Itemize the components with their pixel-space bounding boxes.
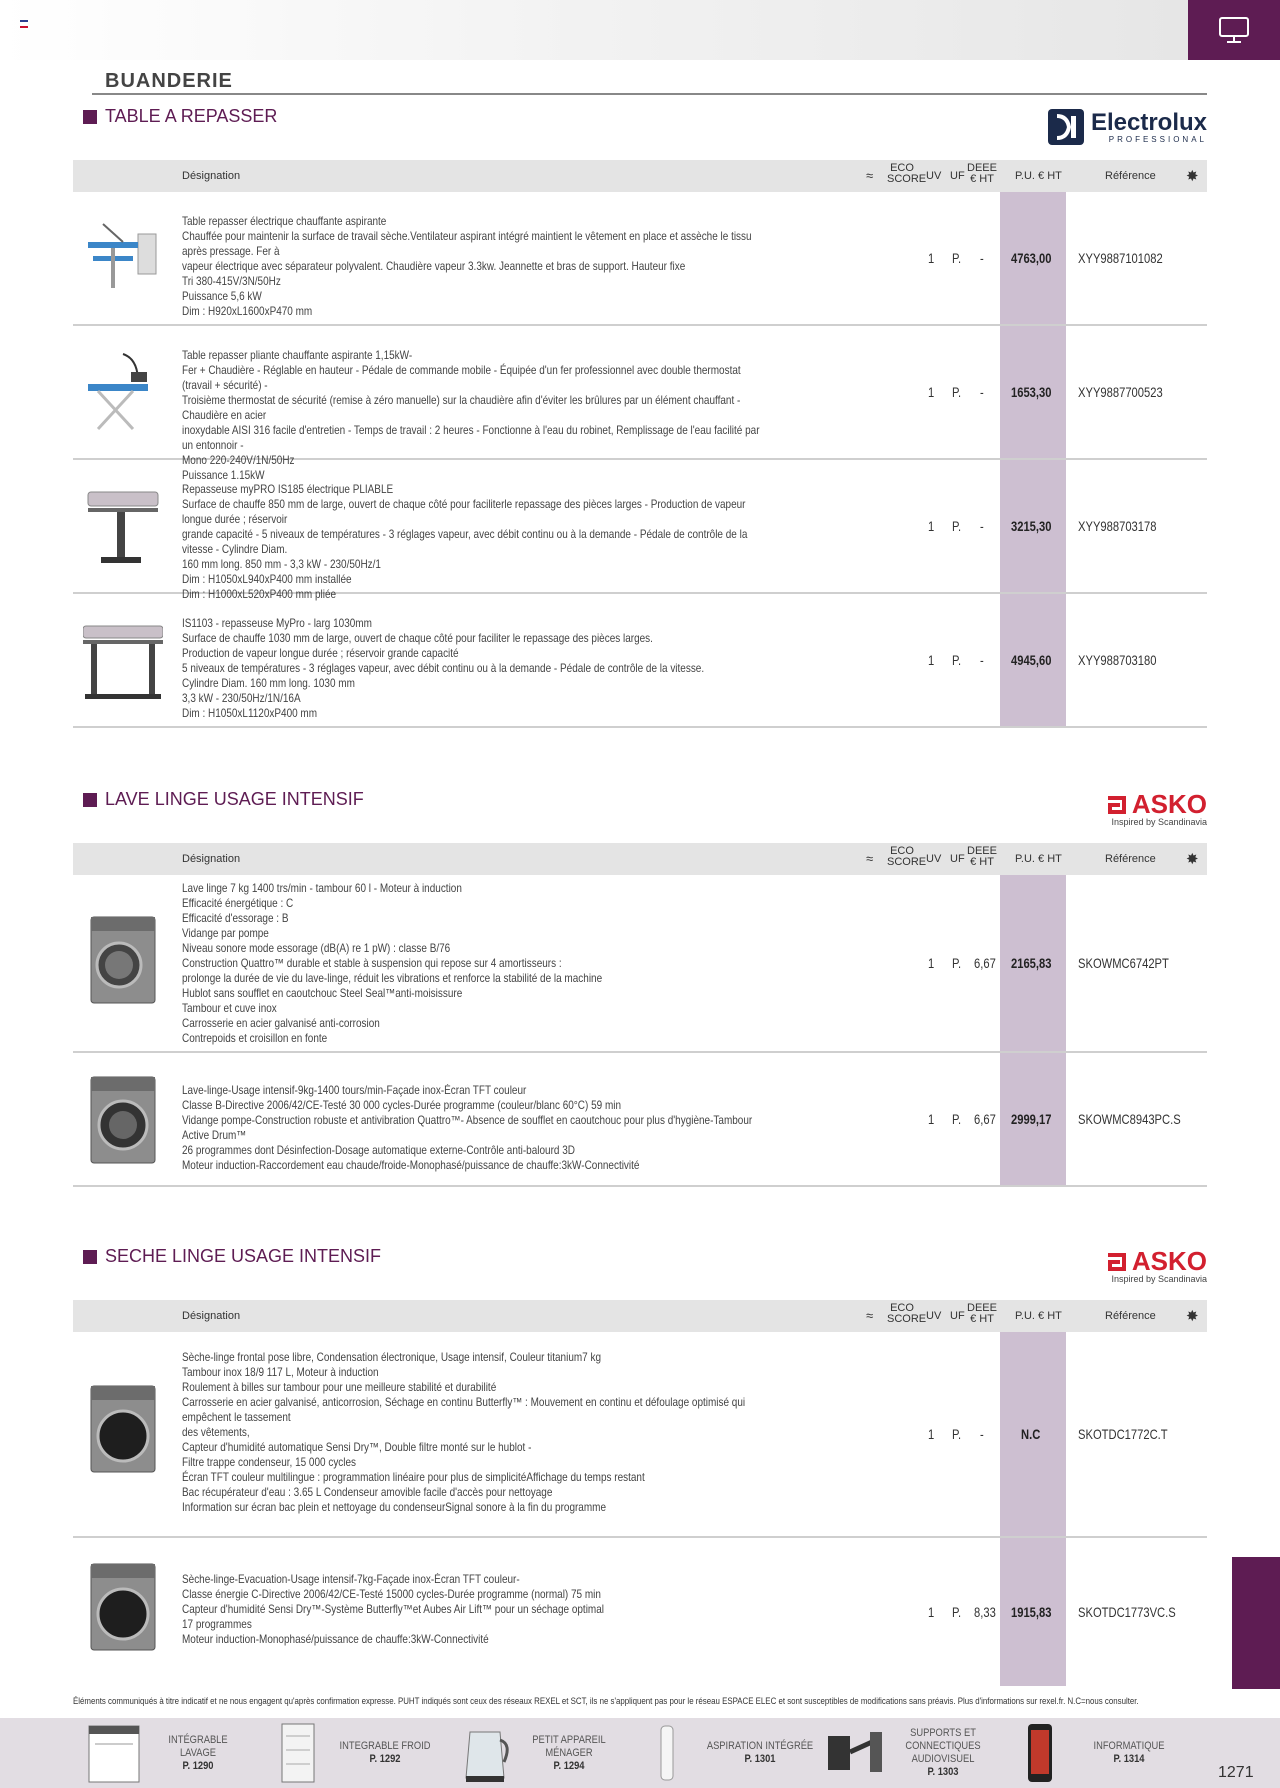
- page-number: 1271: [1218, 1764, 1254, 1781]
- nav-integrable-froid[interactable]: INTEGRABLE FROID P. 1292: [278, 1718, 440, 1788]
- table-row: Sèche-linge frontal pose libre, Condensation électronique, Usage intensif, Couleur titanium7 kg Tambour inox 18/9 117 L, Moteur à induction Roulement à billes sur tambour pour une meilleure stabilité et durabilité Carrosserie en acier galvanisé, anticorrosion, Séchage en continu Butterfly™ : Mouvement en continu et défoulage optimisé qui empêchent le tassement des vêtements, Capteur d'humidité automatique Sensi Dry™, Double filtre monté sur le hublot - Filtre trappe condenseur, 15 000 cycles Écran TFT couleur multilingue : programmation linéaire pour plus de simplicitéAffichage du temps restant Bac récupérateur d'eau : 3.65 L Condenseur amovible facile d'accès pour nettoyage Information sur écran bac plein et nettoyage du condenseurSignal sonore à la fin du programme 1 P. - N.C SKOTDC1772C.T: [73, 1332, 1207, 1538]
- flag-icon: [20, 20, 28, 27]
- table-row: Table repasser électrique chauffante aspirante Chauffée pour maintenir la surface de travail sèche.Ventilateur aspirant intégré maintient le vêtement en place et assèche le tissu après pressage. Fer à vapeur électrique avec séparateur polyvalent. Chaudière vapeur 3.3kw. Jeannette et bras de support. Hauteur fixe Tri 380-415V/3N/50Hz Puissance 5,6 kW Dim : H920xL1600xP470 mm 1 P. - 4763,00 XYY9887101082: [73, 192, 1207, 326]
- top-band: [0, 0, 1190, 60]
- section-title: LAVE LINGE USAGE INTENSIF: [83, 789, 364, 810]
- fridge-icon: [278, 1722, 318, 1784]
- page-title: BUANDERIE: [105, 70, 233, 92]
- rotary-ironer-image: [83, 482, 163, 572]
- section-title: TABLE A REPASSER: [83, 106, 277, 127]
- asko-logo: [1106, 1248, 1207, 1284]
- item-description: IS1103 - repasseuse MyPro - larg 1030mm Surface de chauffe 1030 mm de large, ouvert de chaque côté pour faciliter le repassage des pièces larges. Production de vapeur longue durée ; réservoir grande capacité 5 niveaux de températures - 3 réglages vapeur, avec débit continu ou à la demande - Pédale de contrôle de la vitesse. Cylindre Diam. 160 mm long. 1030 mm 3,3 kW - 230/50Hz/1N/16A Dim : H1050xL1120xP400 mm: [182, 617, 705, 720]
- settings-icon: ✸: [1186, 851, 1199, 868]
- table-header: Désignation ≈ ECO SCORE UV UF DEEE € HT P.U. € HT Référence ✸: [73, 1300, 1207, 1332]
- asko-logo-icon: [1106, 1251, 1128, 1271]
- item-description: Lave linge 7 kg 1400 trs/min - tambour 60 l - Moteur à induction Efficacité énergétique : C Efficacité d'essorage : B Vidange par pompe Niveau sonore mode essorage (dB(A) re 1 pW) : classe B/76 Construction Quattro™ durable et stable à suspension qui repose sur 4 amortisseurs : prolonge la durée de vie du lave-linge, réduit les vibrations et renforce la stabilité de la machine Hublot sans soufflet en caoutchouc Steel Seal™anti-moisissure Tambour et cuve inox Carrosserie en acier galvanisé anti-corrosion Contrepoids et croisillon en fonte: [182, 882, 603, 1045]
- settings-icon: ✸: [1186, 168, 1199, 185]
- table-row: IS1103 - repasseuse MyPro - larg 1030mm Surface de chauffe 1030 mm de large, ouvert de chaque côté pour faciliter le repassage des pièces larges. Production de vapeur longue durée ; réservoir grande capacité 5 niveaux de températures - 3 réglages vapeur, avec débit continu ou à la demande - Pédale de contrôle de la vitesse. Cylindre Diam. 160 mm long. 1030 mm 3,3 kW - 230/50Hz/1N/16A Dim : H1050xL1120xP400 mm 1 P. - 4945,60 XYY988703180: [73, 594, 1207, 728]
- kettle-icon: [458, 1722, 514, 1784]
- asko-logo-icon: [1106, 794, 1128, 814]
- table-header: Désignation ≈ ECO SCORE UV UF DEEE € HT P.U. € HT Référence ✸: [73, 160, 1207, 192]
- electrolux-logo-icon: [1047, 108, 1085, 146]
- wifi-icon: ≈: [866, 1308, 874, 1323]
- title-rule: [92, 93, 1207, 95]
- nav-petit-appareil[interactable]: PETIT APPAREIL MÉNAGER P. 1294: [458, 1718, 624, 1788]
- footnote: Éléments communiqués à titre indicatif et ne nous engagent qu'après confirmation expresse. PUHT indiqués sont ceux des réseaux REXEL et SCT, ils ne s'appliquent pas pour le réseau ESPACE ELEC et sont susceptibles de modifications sans préavis. Plus d'informations sur rexel.fr. N.C=nous consulter.: [73, 1696, 1139, 1707]
- brand-sub: Inspired by Scandinavia: [1111, 817, 1207, 827]
- vacuum-icon: [655, 1722, 679, 1784]
- table-row: Lave-linge-Usage intensif-9kg-1400 tours/min-Façade inox-Écran TFT couleur Classe B-Directive 2006/42/CE-Testé 30 000 cycles-Durée programme (couleur/blanc 60°C) 59 min Vidange pompe-Construction robuste et antivibration Quattro™- Absence de soufflet en caoutchouc pour plus d'hygiène-Tambour Active Drum™ 26 programmes dont Désinfection-Dosage automatique externe-Contrôle anti-balourd 3D Moteur induction-Raccordement eau chaude/froide-Monophasé/puissance de chauffe:3kW-Connectivité 1 P. 6,67 2999,17 SKOWMC8943PC.S: [73, 1053, 1207, 1187]
- item-description: Table repasser pliante chauffante aspirante 1,15kW- Fer + Chaudière - Réglable en hauteur - Pédale de commande mobile - Équipée d'un fer professionnel avec double thermostat (travail + sécurité) - Troisième thermostat de sécurité (remise à zéro manuelle) sur la chaudière afin d'éviter les brûlures par un élément chauffant - Chaudière en acier inoxydable AISI 316 facile d'entretien - Temps de travail : 2 heures - Fonctionne à l'eau du robinet, Remplissage de l'eau facilité par un entonnoir - Mono 220-240V/1N/50Hz Puissance 1.15kW: [182, 349, 760, 482]
- dishwasher-icon: [85, 1722, 143, 1784]
- table-row: Sèche-linge-Evacuation-Usage intensif-7kg-Façade inox-Écran TFT couleur- Classe énergie C-Directive 2006/42/CE-Testé 15000 cycles-Durée programme (normal) 75 min Capteur d'humidité Sensi Dry™-Système Butterfly™et Aubes Air Lift™ pour un séchage optimal 17 programmes Moteur induction-Monophasé/puissance de chauffe:3kW-Connectivité 1 P. 8,33 1915,83 SKOTDC1773VC.S: [73, 1538, 1207, 1686]
- item-description: Sèche-linge-Evacuation-Usage intensif-7kg-Façade inox-Écran TFT couleur- Classe énergie C-Directive 2006/42/CE-Testé 15000 cycles-Durée programme (normal) 75 min Capteur d'humidité Sensi Dry™-Système Butterfly™et Aubes Air Lift™ pour un séchage optimal 17 programmes Moteur induction-Monophasé/puissance de chauffe:3kW-Connectivité: [182, 1573, 604, 1646]
- smartphone-icon: [1024, 1722, 1056, 1784]
- side-tab[interactable]: [1232, 1557, 1280, 1689]
- item-description: Lave-linge-Usage intensif-9kg-1400 tours/min-Façade inox-Écran TFT couleur Classe B-Directive 2006/42/CE-Testé 30 000 cycles-Durée programme (couleur/blanc 60°C) 59 min Vidange pompe-Construction robuste et antivibration Quattro™- Absence de soufflet en caoutchouc pour plus d'hygiène-Tambour Active Drum™ 26 programmes dont Désinfection-Dosage automatique externe-Contrôle anti-balourd 3D Moteur induction-Raccordement eau chaude/froide-Monophasé/puissance de chauffe:3kW-Connectivité: [182, 1084, 753, 1172]
- section-title: SECHE LINGE USAGE INTENSIF: [83, 1246, 381, 1267]
- settings-icon: ✸: [1186, 1308, 1199, 1325]
- item-description: Table repasser électrique chauffante aspirante Chauffée pour maintenir la surface de travail sèche.Ventilateur aspirant intégré maintient le vêtement en place et assèche le tissu après pressage. Fer à vapeur électrique avec séparateur polyvalent. Chaudière vapeur 3.3kw. Jeannette et bras de support. Hauteur fixe Tri 380-415V/3N/50Hz Puissance 5,6 kW Dim : H920xL1600xP470 mm: [182, 215, 752, 318]
- brand-name: Electrolux: [1090, 108, 1207, 136]
- monitor-icon: [1217, 15, 1251, 45]
- dryer-image: [83, 1384, 163, 1474]
- table-row: Lave linge 7 kg 1400 trs/min - tambour 60 l - Moteur à induction Efficacité énergétique : C Efficacité d'essorage : B Vidange par pompe Niveau sonore mode essorage (dB(A) re 1 pW) : classe B/76 Construction Quattro™ durable et stable à suspension qui repose sur 4 amortisseurs : prolonge la durée de vie du lave-linge, réduit les vibrations et renforce la stabilité de la machine Hublot sans soufflet en caoutchouc Steel Seal™anti-moisissure Tambour et cuve inox Carrosserie en acier galvanisé anti-corrosion Contrepoids et croisillon en fonte 1 P. 6,67 2165,83 SKOWMC6742PT: [73, 875, 1207, 1053]
- nav-integrable-lavage[interactable]: INTÉGRABLE LAVAGE P. 1290: [85, 1718, 253, 1788]
- section-seche-linge: [73, 1240, 1207, 1686]
- brand-sub: PROFESSIONAL: [1108, 134, 1207, 144]
- table-row: Repasseuse myPRO IS185 électrique PLIABLE Surface de chauffe 850 mm de large, ouvert de chaque côté pour faciliterle repassage des pièces larges - Production de vapeur longue durée ; réservoir grande capacité - 5 niveaux de températures - 3 réglages vapeur, avec débit continu ou à la demande - Pédale de contrôle de la vitesse - Cylindre Diam. 160 mm long. 850 mm - 3,3 kW - 230/50Hz/1 Dim : H1050xL940xP400 mm installée Dim : H1000xL520xP400 mm pliée 1 P. - 3215,30 XYY988703178: [73, 460, 1207, 594]
- brand-name: ASKO: [1131, 1246, 1207, 1276]
- nav-supports-audiovisuel[interactable]: SUPPORTS ET CONNECTIQUES AUDIOVISUEL P. 1303: [822, 1718, 998, 1788]
- ironing-table-image: [83, 214, 163, 294]
- nav-informatique[interactable]: INFORMATIQUE P. 1314: [1024, 1718, 1184, 1788]
- brand-sub: Inspired by Scandinavia: [1111, 1274, 1207, 1284]
- section-table-a-repasser: [73, 100, 1207, 728]
- table-header: Désignation ≈ ECO SCORE UV UF DEEE € HT P.U. € HT Référence ✸: [73, 843, 1207, 875]
- asko-logo: [1106, 791, 1207, 827]
- rotary-ironer-image: [83, 616, 163, 706]
- wifi-icon: ≈: [866, 168, 874, 183]
- washing-machine-image: [83, 1075, 163, 1165]
- wifi-icon: ≈: [866, 851, 874, 866]
- washing-machine-image: [83, 915, 163, 1005]
- bottom-nav: [0, 1718, 1280, 1788]
- section-lave-linge: [73, 783, 1207, 1187]
- brand-name: ASKO: [1131, 789, 1207, 819]
- dryer-image: [83, 1562, 163, 1652]
- item-description: Sèche-linge frontal pose libre, Condensation électronique, Usage intensif, Couleur titanium7 kg Tambour inox 18/9 117 L, Moteur à induction Roulement à billes sur tambour pour une meilleure stabilité et durabilité Carrosserie en acier galvanisé, anticorrosion, Séchage en continu Butterfly™ : Mouvement en continu et défoulage optimisé qui empêchent le tassement des vêtements, Capteur d'humidité automatique Sensi Dry™, Double filtre monté sur le hublot - Filtre trappe condenseur, 15 000 cycles Écran TFT couleur multilingue : programmation linéaire pour plus de simplicitéAffichage du temps restant Bac récupérateur d'eau : 3.65 L Condenseur amovible facile d'accès pour nettoyage Information sur écran bac plein et nettoyage du condenseurSignal sonore à la fin du programme: [182, 1351, 746, 1514]
- corner-tab[interactable]: [1188, 0, 1280, 60]
- table-row: Table repasser pliante chauffante aspirante 1,15kW- Fer + Chaudière - Réglable en hauteur - Pédale de commande mobile - Équipée d'un fer professionnel avec double thermostat (travail + sécurité) - Troisième thermostat de sécurité (remise à zéro manuelle) sur la chaudière afin d'éviter les brûlures par un élément chauffant - Chaudière en acier inoxydable AISI 316 facile d'entretien - Temps de travail : 2 heures - Fonctionne à l'eau du robinet, Remplissage de l'eau facilité par un entonnoir - Mono 220-240V/1N/50Hz Puissance 1.15kW 1 P. - 1653,30 XYY9887700523: [73, 326, 1207, 460]
- tv-mount-icon: [822, 1722, 888, 1784]
- item-description: Repasseuse myPRO IS185 électrique PLIABLE Surface de chauffe 850 mm de large, ouvert de chaque côté pour faciliterle repassage des pièces larges - Production de vapeur longue durée ; réservoir grande capacité - 5 niveaux de températures - 3 réglages vapeur, avec débit continu ou à la demande - Pédale de contrôle de la vitesse - Cylindre Diam. 160 mm long. 850 mm - 3,3 kW - 230/50Hz/1 Dim : H1050xL940xP400 mm installée Dim : H1000xL520xP400 mm pliée: [182, 483, 748, 601]
- nav-aspiration-integree[interactable]: ASPIRATION INTÉGRÉE P. 1301: [655, 1718, 825, 1788]
- electrolux-logo: [1047, 108, 1207, 146]
- folding-ironing-table-image: [83, 344, 163, 434]
